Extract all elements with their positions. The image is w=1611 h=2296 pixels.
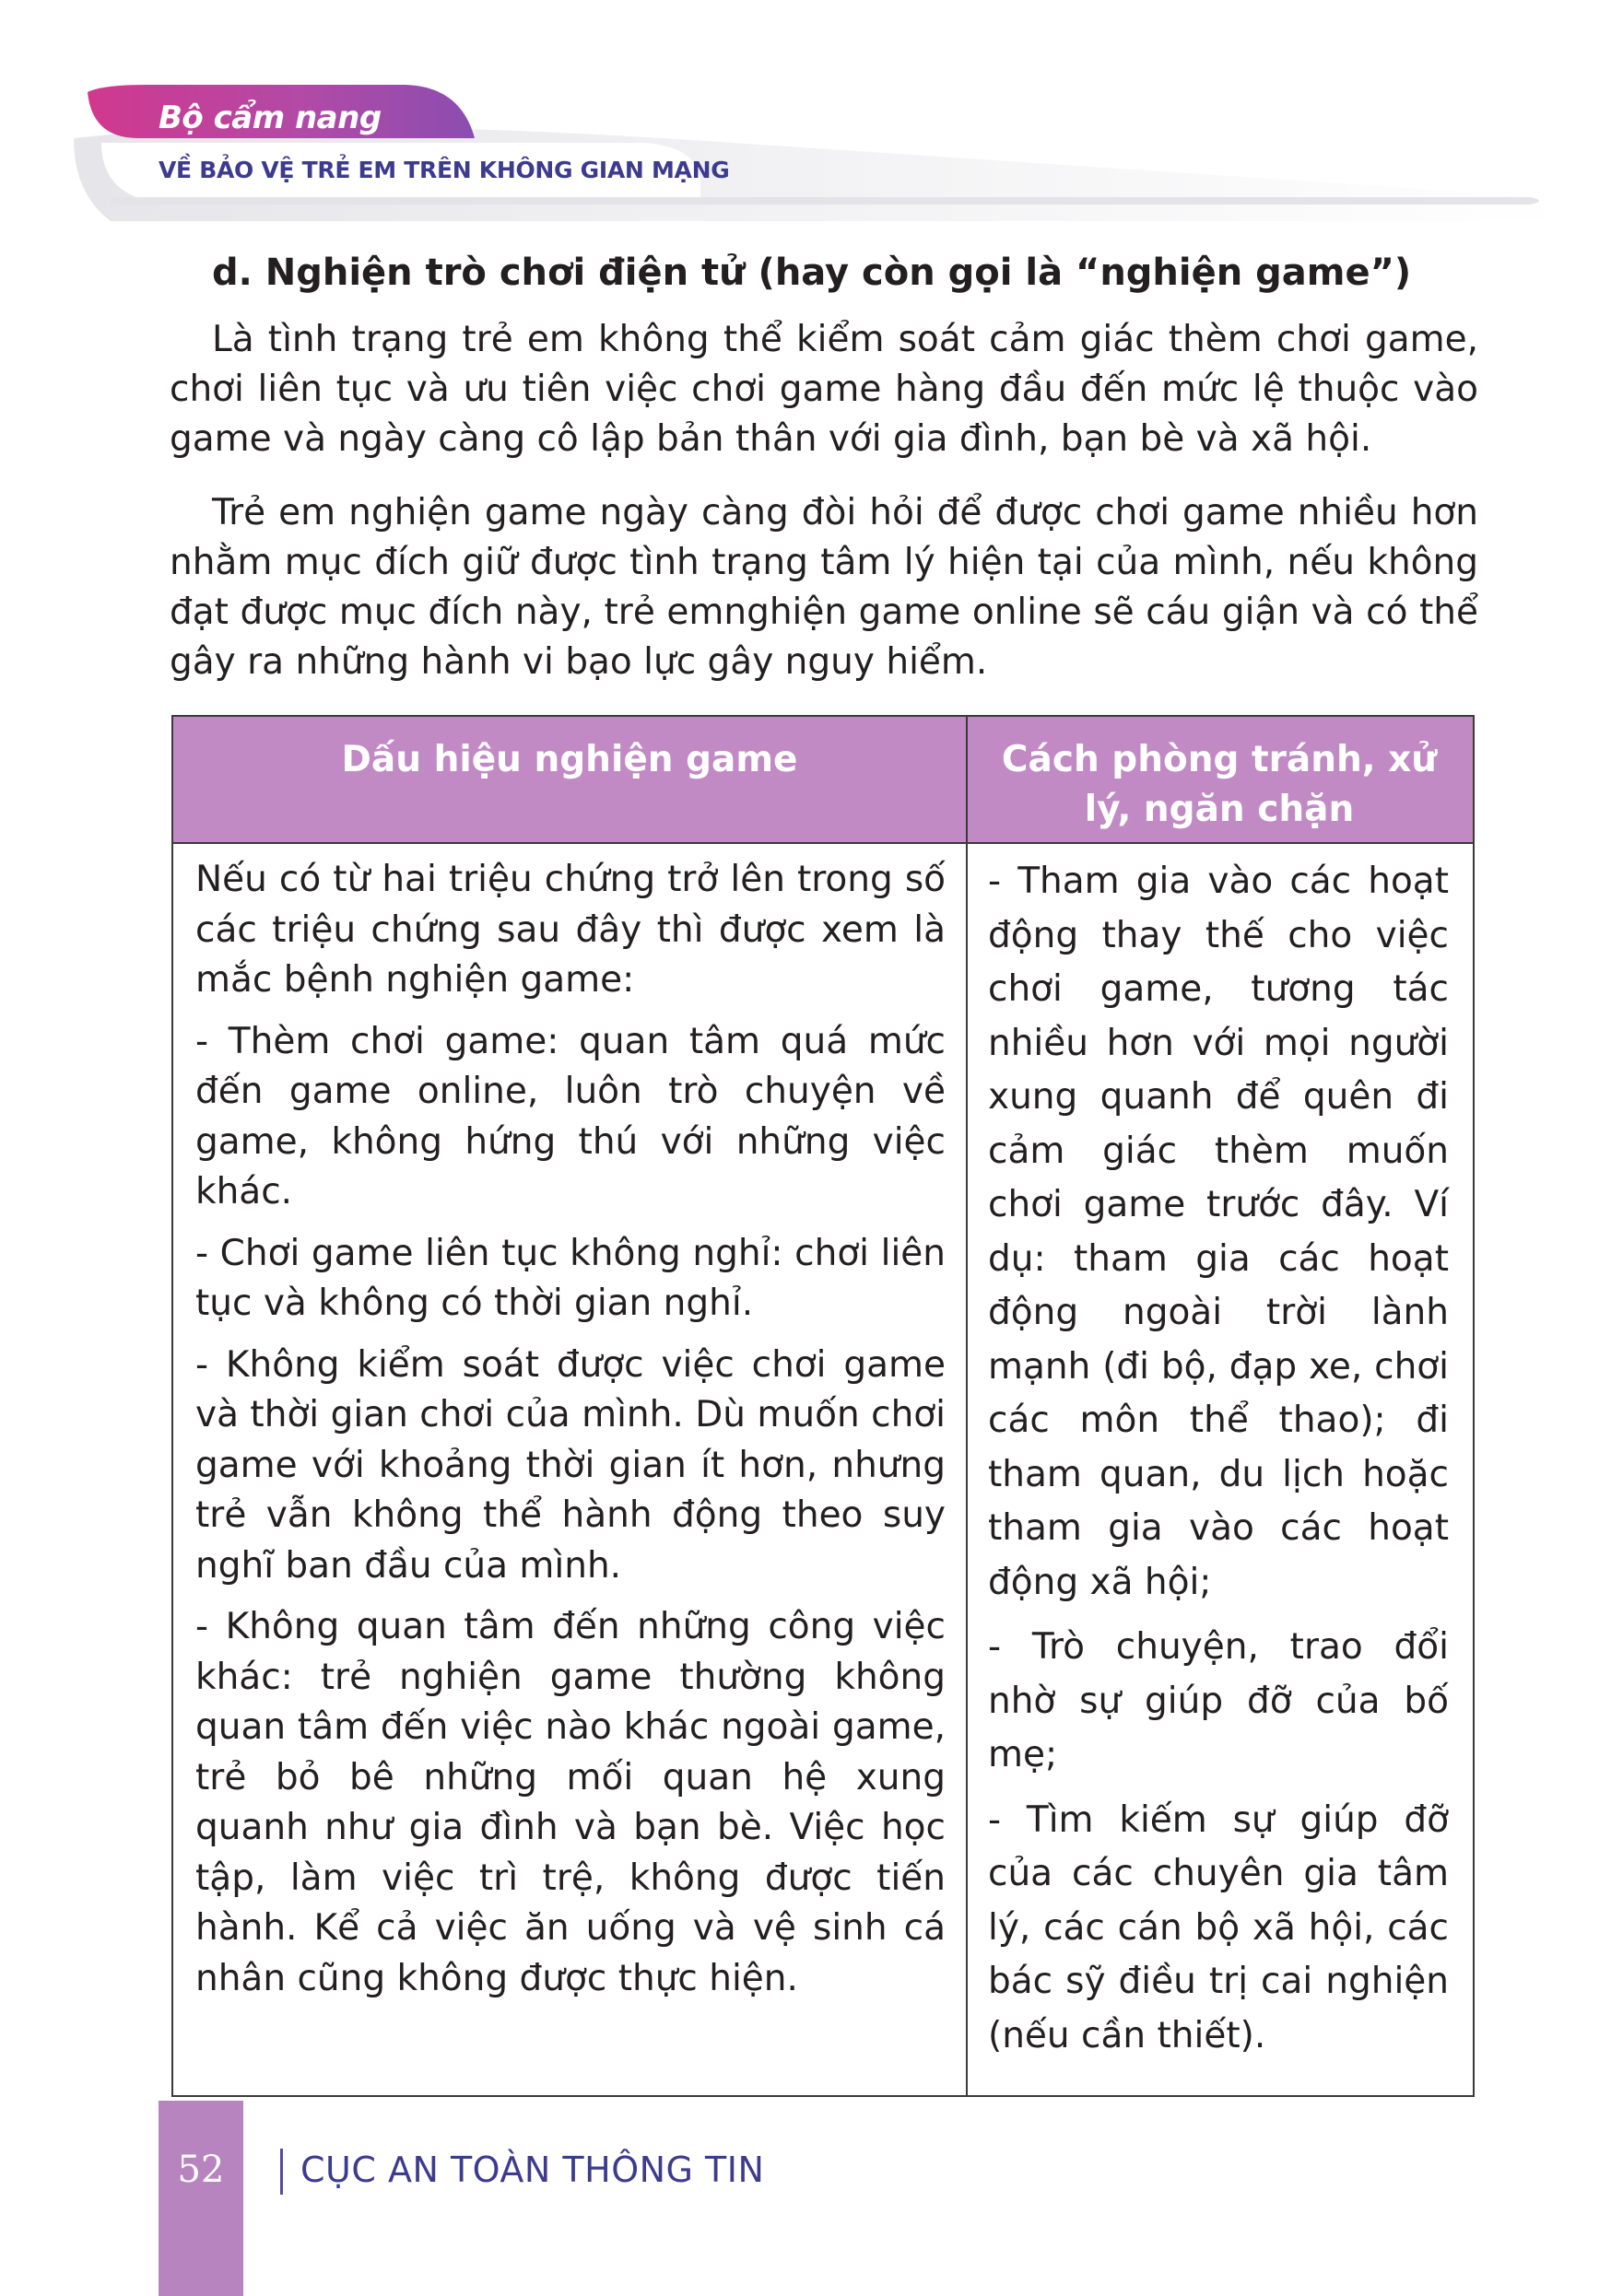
cell-paragraph: - Không kiểm soát được việc chơi game và thời gian chơi của mình. Dù muốn chơi game với khoảng thời gian ít hơn, nhưng trẻ vẫn không thể hành động theo suy nghĩ ban đầu của mình. [195, 1343, 946, 1587]
footer-separator [280, 2149, 283, 2195]
cell-paragraph: - Thèm chơi game: quan tâm quá mức đến game online, luôn trò chuyện về game, không hứng thú với những việc khác. [195, 1020, 946, 1212]
paragraph: Trẻ em nghiện game ngày càng đòi hỏi để được chơi game nhiều hơn nhằm mục đích giữ được tình trạng tâm lý hiện tại của mình, nếu không đạt được mục đích này, trẻ emnghiện game online sẽ cáu giận và có thể gây ra những hành vi bạo lực gây nguy hiểm. [170, 492, 1478, 683]
footer-org-name: CỤC AN TOÀN THÔNG TIN [300, 2150, 765, 2190]
header-banner [0, 0, 1611, 258]
section-title: d. Nghiện trò chơi điện tử (hay còn gọi là “nghiện game”) [212, 252, 1412, 294]
banner-subtitle: VỀ BẢO VỆ TRẺ EM TRÊN KHÔNG GIAN MẠNG [159, 157, 730, 183]
table-header-prevention: Cách phòng tránh, xử lý, ngăn chặn [1001, 739, 1438, 830]
cell-paragraph: - Tham gia vào các hoạt động thay thế cho việc chơi game, tương tác nhiều hơn với mọi người xung quanh để quên đi cảm giác thèm muốn chơi game trước đây. Ví dụ: tham gia các hoạt động ngoài trời lành mạnh (đi bộ, đạp xe, chơi các môn thể thao); đi tham quan, du lịch hoặc tham gia vào các hoạt động xã hội; [988, 861, 1449, 1603]
paragraph: Là tình trạng trẻ em không thể kiểm soát cảm giác thèm chơi game, chơi liên tục và ưu tiên việc chơi game hàng đầu đến mức lệ thuộc vào game và ngày càng cô lập bản thân với gia đình, bạn bè và xã hội. [170, 319, 1478, 460]
cell-paragraph: - Chơi game liên tục không nghỉ: chơi liên tục và không có thời gian nghỉ. [195, 1232, 946, 1324]
table-header-signs: Dấu hiệu nghiện game [341, 739, 798, 780]
cell-paragraph: Nếu có từ hai triệu chứng trở lên trong số các triệu chứng sau đây thì được xem là mắc bệnh nghiện game: [195, 859, 946, 1001]
table-cell-prevention [988, 855, 1449, 2074]
column-divider [966, 717, 968, 2095]
cell-paragraph: - Trò chuyện, trao đổi nhờ sự giúp đỡ của bố mẹ; [988, 1626, 1449, 1775]
cell-paragraph: - Tìm kiếm sự giúp đỡ của các chuyên gia tâm lý, các cán bộ xã hội, các bác sỹ điều trị cai nghiện (nếu cần thiết). [988, 1798, 1449, 2056]
footer-color-block [159, 2101, 243, 2296]
cell-paragraph: - Không quan tâm đến những công việc khác: trẻ nghiện game thường không quan tâm đến việc nào khác ngoài game, trẻ bỏ bê những mối quan hệ xung quanh như gia đình và bạn bè. Việc học tập, làm việc trì trệ, không được tiến hành. Kể cả việc ăn uống và vệ sinh cá nhân cũng không được thực hiện. [195, 1606, 946, 1999]
table-cell-signs [195, 855, 946, 2015]
banner-title: Bộ cẩm nang [159, 100, 382, 136]
page-number: 52 [177, 2149, 225, 2191]
addiction-table [171, 715, 1475, 2097]
